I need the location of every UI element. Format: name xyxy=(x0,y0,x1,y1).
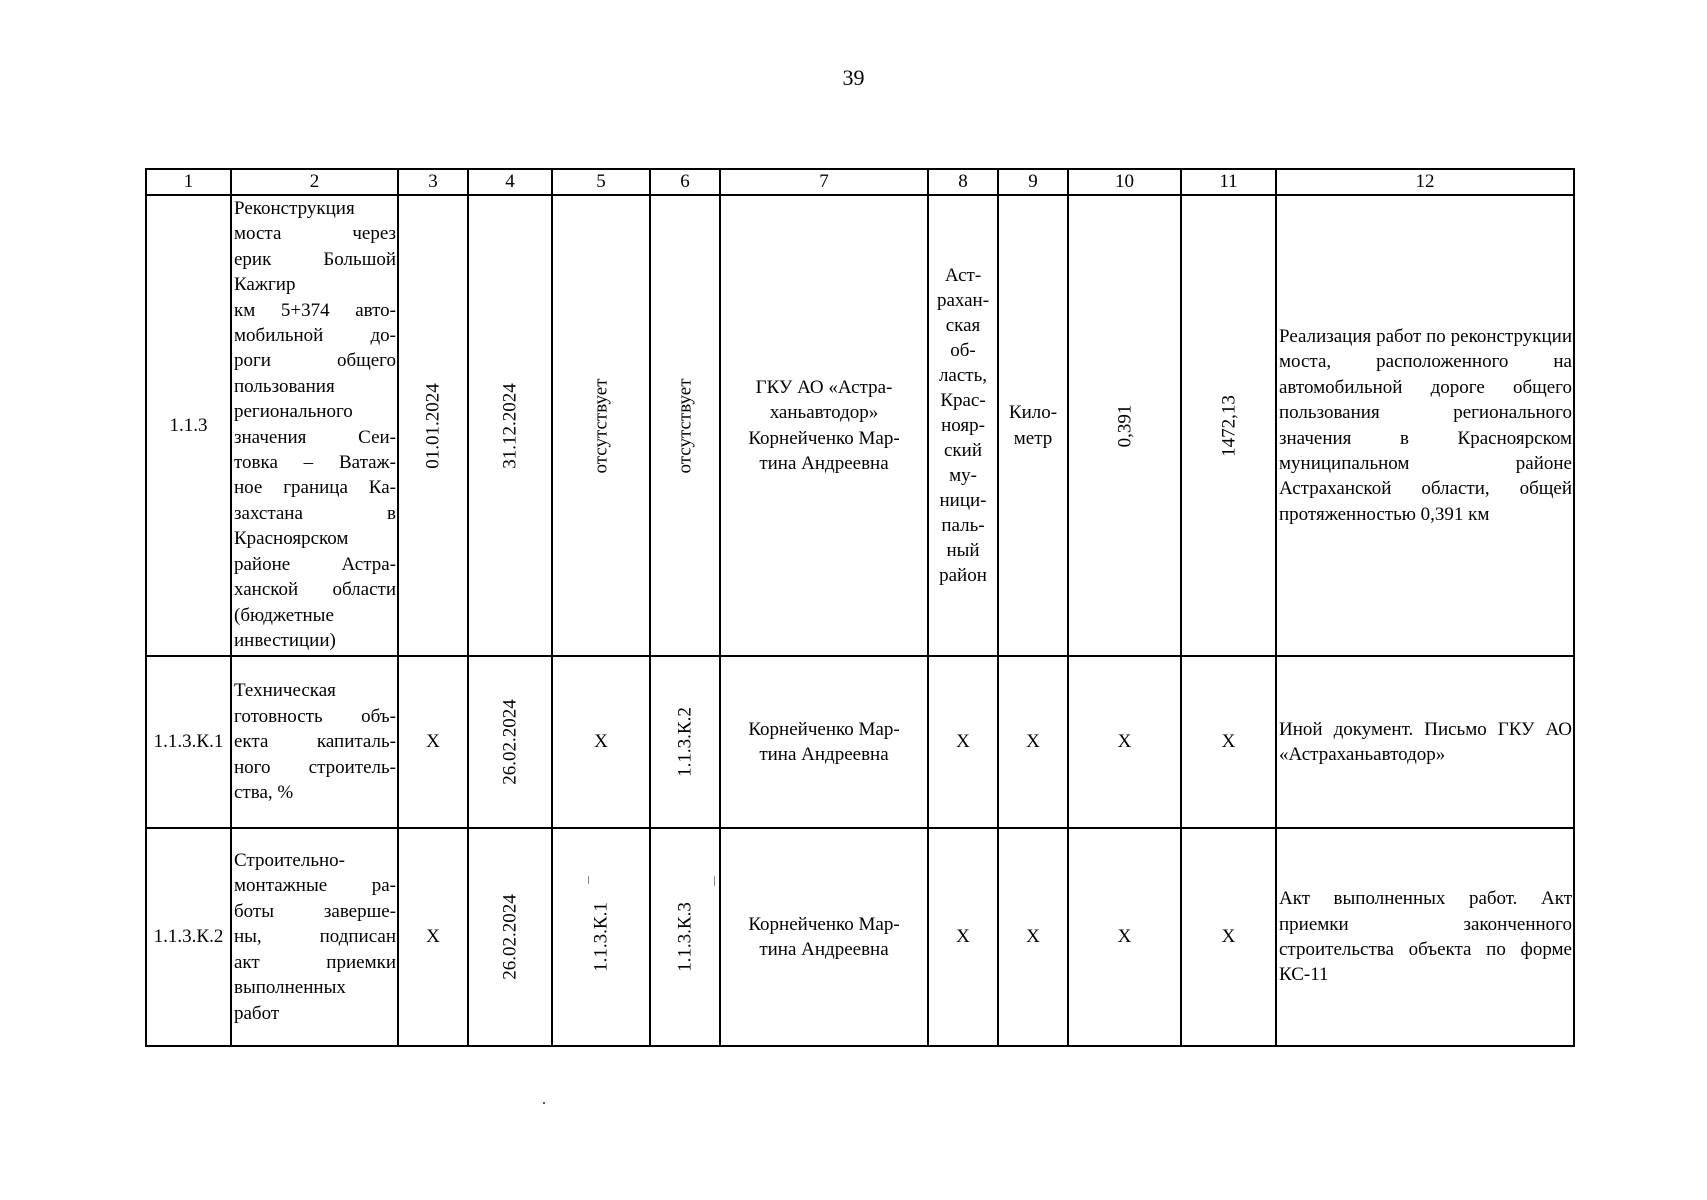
column-header: 4 xyxy=(468,169,552,195)
column-header: 8 xyxy=(928,169,998,195)
responsible-cell xyxy=(720,195,928,656)
end-date-cell xyxy=(468,656,552,828)
activity-name-cell xyxy=(231,195,398,656)
predecessor: отсутствует xyxy=(590,377,612,474)
table-row xyxy=(146,828,1574,1046)
column-header: 1 xyxy=(146,169,231,195)
activity-name-line: регионального xyxy=(234,401,353,423)
territory-line: ласть, xyxy=(938,365,988,386)
activity-name-line: акт приемки xyxy=(234,951,396,973)
plan-table xyxy=(145,168,1575,1047)
successor-cell xyxy=(650,195,720,656)
territory-line: ници- xyxy=(939,490,987,511)
column-header: 5 xyxy=(552,169,650,195)
scan-dot xyxy=(543,1102,545,1104)
start-date-cell xyxy=(398,195,468,656)
territory-cell: X xyxy=(928,656,998,828)
responsible-line: ГКУ АО «Астра- xyxy=(755,376,893,398)
scan-mark xyxy=(588,876,589,884)
successor: 1.1.3.К.3 xyxy=(674,902,696,972)
start-date-cell: X xyxy=(398,828,468,1046)
value: 0,391 xyxy=(1113,404,1135,447)
activity-name-line: монтажные ра- xyxy=(234,875,396,897)
territory-line: паль- xyxy=(941,515,985,536)
activity-name-line: ерик Большой xyxy=(234,248,396,270)
start-date-cell: X xyxy=(398,656,468,828)
start-date: 01.01.2024 xyxy=(422,382,444,469)
table-row xyxy=(146,195,1574,656)
unit-cell: X xyxy=(998,828,1068,1046)
activity-name-line: Кажгир xyxy=(234,274,296,296)
activity-name-line: боты заверше- xyxy=(234,900,396,922)
unit-line: Кило- xyxy=(1008,402,1058,424)
predecessor-cell xyxy=(552,828,650,1046)
value-cell: X xyxy=(1068,828,1181,1046)
activity-name-line: Реконструкция xyxy=(234,198,355,219)
responsible-line: Корнейченко Мар- xyxy=(748,913,900,935)
territory-line: ный xyxy=(946,540,980,561)
activity-name-line: ного строитель- xyxy=(234,756,396,778)
predecessor-cell: X xyxy=(552,656,650,828)
territory-line: район xyxy=(939,565,987,586)
description-cell xyxy=(1276,656,1574,828)
responsible-cell xyxy=(720,828,928,1046)
activity-name-line: ханской области xyxy=(234,579,396,601)
activity-name-line: районе Астра- xyxy=(234,553,396,575)
column-header: 9 xyxy=(998,169,1068,195)
activity-name-line: роги общего xyxy=(234,350,396,372)
amount-cell xyxy=(1181,195,1276,656)
activity-name-line: выполненных xyxy=(234,977,346,999)
responsible-cell xyxy=(720,656,928,828)
activity-name-line: ны, подписан xyxy=(234,926,396,948)
activity-name-cell xyxy=(231,656,398,828)
territory-line: му- xyxy=(949,465,977,486)
column-header: 2 xyxy=(231,169,398,195)
description: Акт выполненных работ. Акт приемки законченного строительства объекта по форме КС-11 xyxy=(1279,888,1572,986)
activity-name-line: екта капиталь- xyxy=(234,731,396,753)
scan-mark xyxy=(714,876,715,886)
end-date-cell xyxy=(468,195,552,656)
unit-cell: X xyxy=(998,656,1068,828)
successor-cell xyxy=(650,656,720,828)
amount-cell: X xyxy=(1181,656,1276,828)
end-date: 26.02.2024 xyxy=(499,699,521,785)
end-date: 31.12.2024 xyxy=(499,382,521,469)
predecessor: 1.1.3.К.1 xyxy=(590,902,612,972)
activity-name-line: готовность объ- xyxy=(234,705,396,727)
territory-line: об- xyxy=(950,340,976,361)
unit-line: метр xyxy=(1013,427,1053,449)
end-date-cell xyxy=(468,828,552,1046)
column-header: 12 xyxy=(1276,169,1574,195)
table-row xyxy=(146,656,1574,828)
column-header: 6 xyxy=(650,169,720,195)
successor: отсутствует xyxy=(674,377,696,474)
row-number-cell: 1.1.3 xyxy=(146,195,231,656)
responsible-line: ханьавтодор» xyxy=(769,402,879,424)
activity-name-line: работ xyxy=(234,1002,280,1024)
row-number-cell: 1.1.3.К.1 xyxy=(146,656,231,828)
column-header: 7 xyxy=(720,169,928,195)
description-cell xyxy=(1276,195,1574,656)
activity-name-line: Красноярском xyxy=(234,528,349,550)
territory-line: ская xyxy=(945,315,981,336)
responsible-line: тина Андреевна xyxy=(759,744,889,765)
successor-cell xyxy=(650,828,720,1046)
responsible-line: Корнейченко Мар- xyxy=(748,427,900,449)
territory-line: Крас- xyxy=(940,390,986,411)
activity-name-line: пользования xyxy=(234,375,335,397)
row-number-cell: 1.1.3.К.2 xyxy=(146,828,231,1046)
activity-name-line: ства, % xyxy=(234,782,294,804)
activity-name-cell xyxy=(231,828,398,1046)
amount: 1472,13 xyxy=(1217,394,1239,457)
activity-name-line: инвестиции) xyxy=(234,629,336,651)
description: Иной документ. Письмо ГКУ АО «Астраханьавтодор» xyxy=(1279,718,1572,765)
activity-name-line: моста через xyxy=(234,223,396,245)
column-header: 3 xyxy=(398,169,468,195)
responsible-line: тина Андреевна xyxy=(759,452,889,474)
activity-name-line: мобильной до- xyxy=(234,325,396,347)
activity-name-line: товка – Ватаж- xyxy=(234,452,396,474)
successor: 1.1.3.К.2 xyxy=(674,707,696,777)
predecessor-cell xyxy=(552,195,650,656)
column-header: 11 xyxy=(1181,169,1276,195)
activity-name-line: Строительно- xyxy=(234,850,346,872)
page-number: 39 xyxy=(842,65,865,90)
territory-cell xyxy=(928,195,998,656)
column-header: 10 xyxy=(1068,169,1181,195)
activity-name-line: Техническая xyxy=(234,680,336,702)
description: Реализация работ по реконструкции моста, расположенного на автомобильной дороге общего пользования регионального значения в Красноярском муниципальном районе Астраханской области, общей протяженностью 0,391 км xyxy=(1279,325,1572,525)
activity-name-line: значения Сеи- xyxy=(234,426,396,448)
territory-line: ский xyxy=(944,440,982,461)
value-cell xyxy=(1068,195,1181,656)
value-cell: X xyxy=(1068,656,1181,828)
territory-line: Аст- xyxy=(944,265,982,286)
column-number-row xyxy=(146,169,1574,195)
territory-line: рахан- xyxy=(936,290,990,311)
description-cell xyxy=(1276,828,1574,1046)
responsible-line: тина Андреевна xyxy=(759,939,889,960)
unit-cell xyxy=(998,195,1068,656)
territory-cell: X xyxy=(928,828,998,1046)
activity-name-line: км 5+374 авто- xyxy=(234,299,396,321)
territory-line: нояр- xyxy=(941,415,985,436)
end-date: 26.02.2024 xyxy=(499,894,521,980)
responsible-line: Корнейченко Мар- xyxy=(748,718,900,740)
activity-name-line: захстана в xyxy=(234,502,396,524)
activity-name-line: ное граница Ка- xyxy=(234,477,396,499)
amount-cell: X xyxy=(1181,828,1276,1046)
activity-name-line: (бюджетные xyxy=(234,604,334,626)
